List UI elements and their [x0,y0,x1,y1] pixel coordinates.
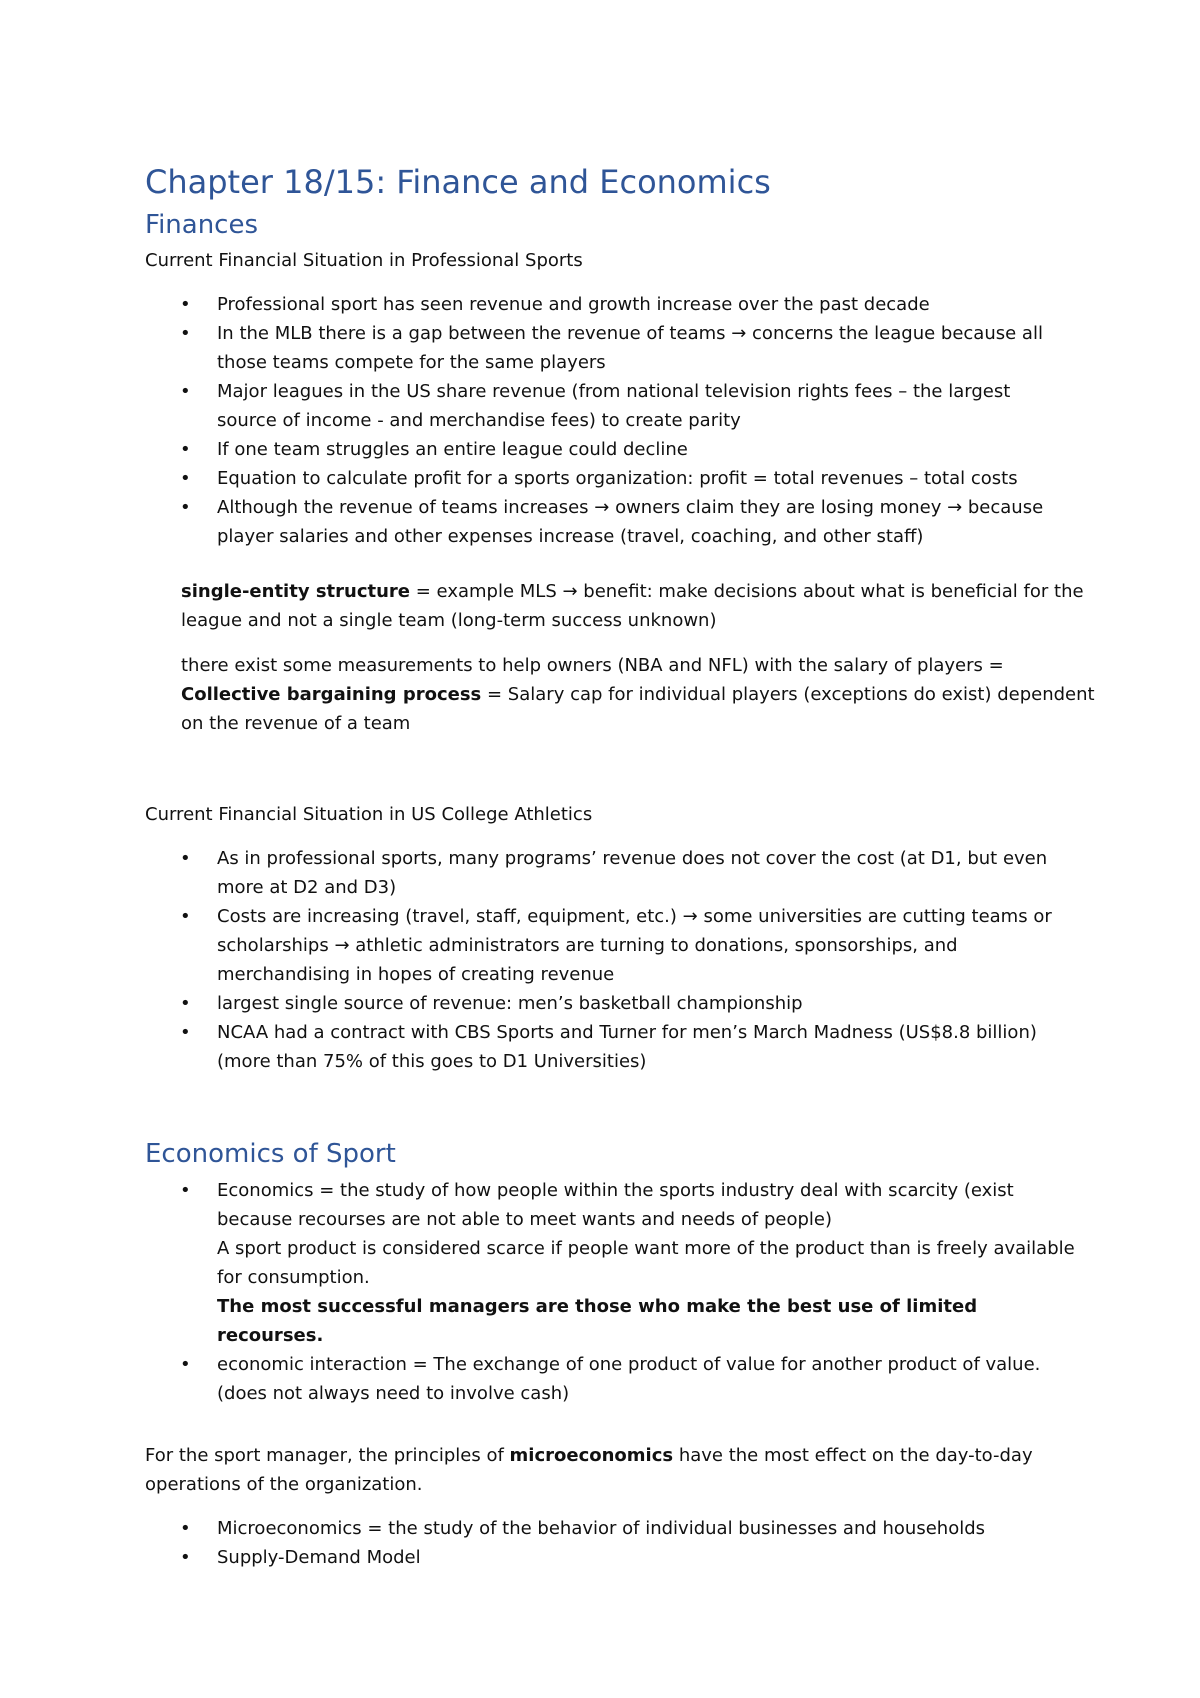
document-title: Chapter 18/15: Finance and Economics [145,163,771,201]
list-item: • Equation to calculate profit for a sports organization: profit = total revenues – total costs [145,464,1075,493]
list-item: • economic interaction = The exchange of one product of value for another product of value. (does not always need to involve cash) [145,1350,1075,1408]
salary-paragraph [145,651,1111,738]
intro-text: For the sport manager, the principles of [145,1445,510,1466]
college-athletics-list [145,844,1075,1076]
list-item: • Supply-Demand Model [145,1543,1075,1572]
section-heading-finances: Finances [145,210,259,240]
list-item: • Although the revenue of teams increases → owners claim they are losing money → because player salaries and other expenses increase (travel, coaching, and other staff) [145,493,1075,551]
list-item: • In the MLB there is a gap between the revenue of teams → concerns the league because all those teams compete for the same players [145,319,1075,377]
section-heading-economics: Economics of Sport [145,1139,396,1169]
list-item: • If one team struggles an entire league could decline [145,435,1075,464]
collective-bargaining-term: Collective bargaining process [181,684,482,705]
subheading-professional-sports: Current Financial Situation in Professional Sports [145,250,583,271]
salary-line: there exist some measurements to help owners (NBA and NFL) with the salary of players = [181,655,1004,676]
economics-list [145,1176,1075,1408]
microeconomics-list [145,1514,1075,1572]
list-item: • Microeconomics = the study of the behavior of individual businesses and households [145,1514,1075,1543]
professional-sports-list [145,290,1075,551]
single-entity-term: single-entity structure [181,581,411,602]
list-item: • NCAA had a contract with CBS Sports and Turner for men’s March Madness (US$8.8 billion) (more than 75% of this goes to D1 Universities) [145,1018,1075,1076]
single-entity-text: = example MLS → benefit: make decisions about what is beneficial for the league and not a single team (long-term success unknown) [181,581,1084,631]
list-item: • largest single source of revenue: men’s basketball championship [145,989,1075,1018]
intro-text: have the most effect on the day-to-day operations of the organization. [145,1445,1033,1495]
successful-managers-note: The most successful managers are those who make the best use of limited recourses. [217,1296,978,1346]
scarcity-definition: A sport product is considered scarce if people want more of the product than is freely available for consumption. [217,1238,1075,1288]
list-item: • As in professional sports, many programs’ revenue does not cover the cost (at D1, but even more at D2 and D3) [145,844,1075,902]
list-item: • Professional sport has seen revenue and growth increase over the past decade [145,290,1075,319]
list-item: • Major leagues in the US share revenue (from national television rights fees – the largest source of income - and merchandise fees) to create parity [145,377,1075,435]
microeconomics-term: microeconomics [509,1445,674,1466]
subheading-college-athletics: Current Financial Situation in US College Athletics [145,804,593,825]
microeconomics-intro [145,1441,1075,1499]
list-item: • Costs are increasing (travel, staff, equipment, etc.) → some universities are cutting teams or scholarships → athletic administrators are turning to donations, sponsorships, and merchandising in hopes of creating revenue [145,902,1075,989]
single-entity-paragraph [145,577,1111,635]
salary-text: = Salary cap for individual players (exceptions do exist) dependent on the revenue of a team [181,684,1095,734]
list-item [145,1176,1075,1350]
economics-definition: Economics = the study of how people within the sports industry deal with scarcity (exist because recourses are not able to meet wants and needs of people) [217,1180,1014,1230]
